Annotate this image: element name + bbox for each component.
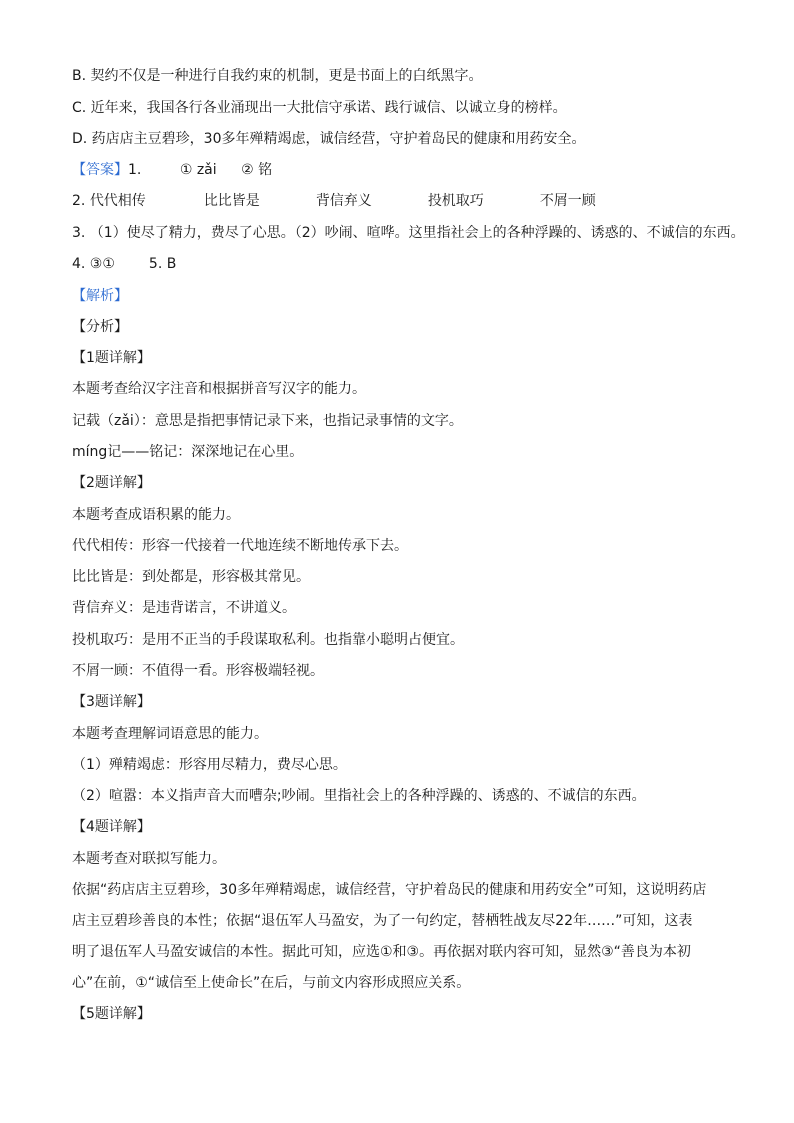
answer-q5: 5. B: [148, 256, 177, 272]
answer-q1-mark-b: ②: [241, 162, 254, 178]
detail-4-intro: 本题考查对联拟写能力。: [72, 851, 226, 867]
detail-3-line: （2）喧嚣：本义指声音大而嘈杂;吵闹。里指社会上的各种浮躁的、诱惑的、不诚信的东西。: [72, 788, 646, 804]
detail-3-tag: 【3题详解】: [72, 694, 151, 710]
answer-q1-b: 铭: [258, 162, 273, 178]
detail-3-intro: 本题考查理解词语意思的能力。: [72, 726, 268, 742]
detail-4-paragraph: 店主豆碧珍善良的本性；依据“退伍军人马盈安，为了一句约定，替栖牲战友尽22年……”可知，这表: [72, 913, 693, 929]
detail-2-intro: 本题考查成语积累的能力。: [72, 507, 240, 523]
detail-1-tag: 【1题详解】: [72, 350, 151, 366]
detail-3-line: （1）殚精竭虑：形容用尽精力，费尽心思。: [72, 757, 347, 773]
detail-4-tag: 【4题详解】: [72, 819, 151, 835]
answer-q2-idiom: 不屑一顾: [539, 193, 596, 209]
fenxi-tag: 【分析】: [72, 319, 128, 335]
answer-line-1: [72, 160, 272, 180]
detail-4-paragraph: 依据“药店店主豆碧珍，30多年殚精竭虑，诚信经营，守护着岛民的健康和用药安全”可知，这说明药店: [72, 882, 707, 898]
detail-2-item: 不屑一顾：不值得一看。形容极端轻视。: [72, 663, 324, 679]
answer-q2-number: 2.: [72, 193, 86, 209]
detail-2-item: 比比皆是：到处都是，形容极其常见。: [72, 569, 310, 585]
answer-line-2: [72, 191, 596, 211]
answer-q2-idiom: 背信弃义: [315, 193, 372, 209]
option-c: C. 近年来，我国各行各业涌现出一大批信守承诺、践行诚信、以诚立身的榜样。: [72, 100, 567, 116]
detail-2-item: 代代相传：形容一代接着一代地连续不断地传承下去。: [72, 538, 408, 554]
option-b: B. 契约不仅是一种进行自我约束的机制，更是书面上的白纸黑字。: [72, 68, 483, 84]
answer-q2-idiom: 代代相传: [89, 193, 146, 209]
detail-5-tag: 【5题详解】: [72, 1006, 151, 1022]
option-d: D. 药店店主豆碧珍，30多年殚精竭虑，诚信经营，守护着岛民的健康和用药安全。: [72, 131, 586, 147]
answer-line-3: 3. （1）使尽了精力，费尽了心思。（2）吵闹、喧哗。这里指社会上的各种浮躁的、诱惑的、不诚信的东西。: [72, 225, 745, 241]
answer-q1-number: 1.: [128, 162, 142, 178]
answer-tag: 【答案】: [72, 162, 128, 178]
answer-q2-idiom: 比比皆是: [203, 193, 260, 209]
detail-4-paragraph: 心”在前，①“诚信至上使命长”在后，与前文内容形成照应关系。: [72, 975, 471, 991]
detail-2-item: 投机取巧：是用不正当的手段谋取私利。也指靠小聪明占便宜。: [72, 632, 464, 648]
detail-1-intro: 本题考查给汉字注音和根据拼音写汉字的能力。: [72, 381, 366, 397]
answer-q4: 4. ③①: [72, 256, 115, 272]
answer-line-4: [72, 254, 176, 274]
analysis-tag: 【解析】: [72, 288, 128, 304]
answer-q2-idiom: 投机取巧: [427, 193, 484, 209]
detail-2-item: 背信弃义：是违背诺言，不讲道义。: [72, 600, 296, 616]
detail-2-tag: 【2题详解】: [72, 475, 151, 491]
answer-q1-a: zǎi: [196, 162, 217, 178]
detail-4-paragraph: 明了退伍军人马盈安诚信的本性。据此可知，应选①和③。再依据对联内容可知，显然③“善良为本初: [72, 944, 691, 960]
detail-1-line: míng记——铭记：深深地记在心里。: [72, 444, 304, 460]
detail-1-line: 记载（zǎi）：意思是指把事情记录下来，也指记录事情的文字。: [72, 413, 463, 429]
answer-q1-mark-a: ①: [179, 162, 193, 178]
